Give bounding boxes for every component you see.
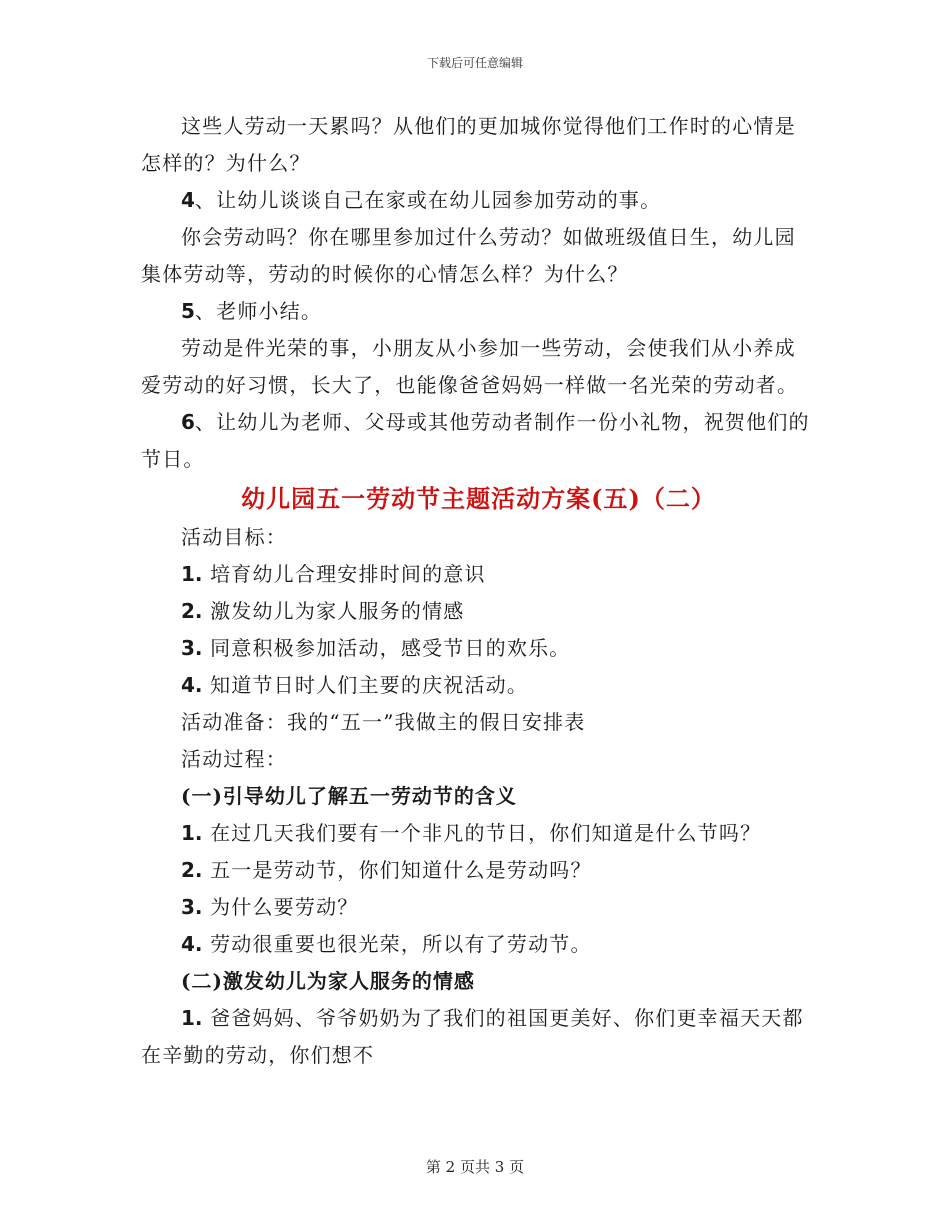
section-title: 幼儿园五一劳动节主题活动方案(五)（二） bbox=[241, 484, 716, 513]
paragraph: 这些人劳动一天累吗？从他们的更加城你觉得他们工作时的心情是怎样的？为什么？ bbox=[141, 114, 796, 175]
item-text: 同意积极参加活动，感受节日的欢乐。 bbox=[202, 636, 571, 660]
part1-title: (一)引导幼儿了解五一劳动节的含义 bbox=[181, 784, 517, 808]
paragraph-numbered bbox=[141, 182, 816, 219]
item-text: 爸爸妈妈、爷爷奶奶为了我们的祖国更美好、你们更幸福天天都在辛勤的劳动，你们想不 bbox=[141, 1006, 804, 1067]
list-item bbox=[141, 667, 816, 704]
item-text: 、让幼儿谈谈自己在家或在幼儿园参加劳动的事。 bbox=[194, 188, 662, 212]
paragraph: 劳动是件光荣的事，小朋友从小参加一些劳动，会使我们从小养成爱劳动的好习惯，长大了，也能像爸爸妈妈一样做一名光荣的劳动者。 bbox=[141, 336, 799, 397]
item-text: 培育幼儿合理安排时间的意识 bbox=[202, 562, 486, 586]
preparation: 活动准备：我的“五一”我做主的假日安排表 bbox=[181, 710, 586, 734]
paragraph-numbered bbox=[141, 293, 816, 330]
goals-label: 活动目标： bbox=[181, 525, 287, 549]
list-item bbox=[141, 556, 816, 593]
page-header: 下载后可任意编辑 bbox=[426, 56, 523, 70]
item-number: 2. bbox=[181, 858, 203, 882]
item-text: 五一是劳动节，你们知道什么是劳动吗？ bbox=[202, 858, 592, 882]
list-item bbox=[141, 889, 816, 926]
item-number: 4 bbox=[181, 188, 195, 212]
process-label: 活动过程： bbox=[181, 747, 287, 771]
item-number: 2. bbox=[181, 599, 203, 623]
list-item bbox=[141, 630, 816, 667]
paragraph-numbered bbox=[141, 1000, 816, 1074]
item-number: 4. bbox=[181, 673, 203, 697]
document-body bbox=[141, 108, 816, 1074]
item-text: 、让幼儿为老师、父母或其他劳动者制作一份小礼物，祝贺他们的节日。 bbox=[141, 410, 810, 471]
item-number: 3. bbox=[181, 636, 203, 660]
item-number: 5 bbox=[181, 299, 195, 323]
item-text: 、老师小结。 bbox=[194, 299, 323, 323]
page-footer: 第 2 页共 3 页 bbox=[425, 1158, 525, 1176]
item-text: 在过几天我们要有一个非凡的节日，你们知道是什么节吗？ bbox=[202, 821, 762, 845]
item-text: 为什么要劳动？ bbox=[202, 895, 359, 919]
item-number: 1. bbox=[181, 562, 203, 586]
item-number: 3. bbox=[181, 895, 203, 919]
paragraph: 你会劳动吗？你在哪里参加过什么劳动？如做班级值日生，幼儿园集体劳动等，劳动的时候你的心情怎么样？为什么？ bbox=[141, 225, 796, 286]
list-item bbox=[141, 593, 816, 630]
part2-title: (二)激发幼儿为家人服务的情感 bbox=[181, 969, 475, 993]
list-item bbox=[141, 852, 816, 889]
item-number: 1. bbox=[181, 1006, 203, 1030]
list-item bbox=[141, 815, 816, 852]
item-text: 激发幼儿为家人服务的情感 bbox=[202, 599, 465, 623]
paragraph-numbered bbox=[141, 404, 816, 478]
item-number: 4. bbox=[181, 932, 203, 956]
item-text: 知道节日时人们主要的庆祝活动。 bbox=[202, 673, 529, 697]
item-text: 劳动很重要也很光荣，所以有了劳动节。 bbox=[202, 932, 592, 956]
item-number: 1. bbox=[181, 821, 203, 845]
item-number: 6 bbox=[181, 410, 195, 434]
list-item bbox=[141, 926, 816, 963]
